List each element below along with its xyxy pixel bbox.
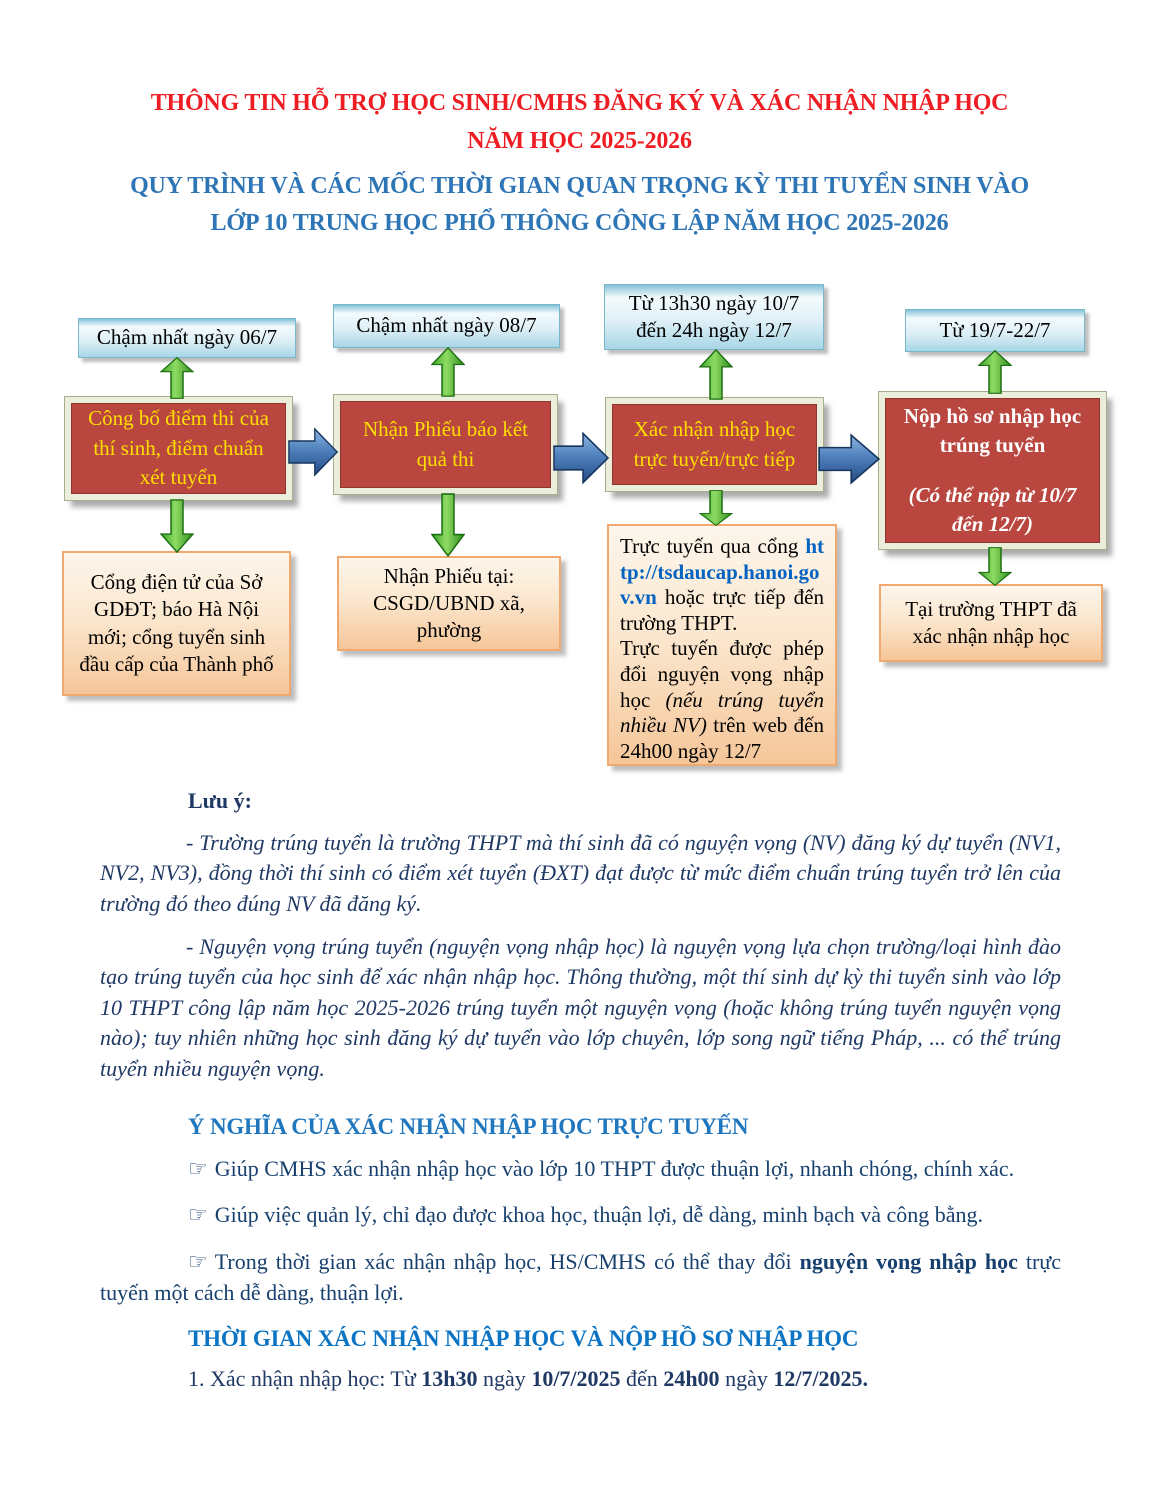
step-box-3 — [606, 398, 823, 491]
detail-box-4: Tại trường THPT đã xác nhận nhập học — [879, 584, 1103, 662]
page-title-line2: NĂM HỌC 2025-2026 — [467, 128, 692, 154]
notes-paragraph-1: - Trường trúng tuyển là trường THPT mà thí sinh đã có nguyện vọng (NV) đăng ký dự tuyển (NV1, NV2, NV3), đồng thời thí sinh có điểm xét tuyển (ĐXT) đạt được từ mức điểm chuẩn trúng tuyển trở lên của trường đó theo đúng NV đã đăng ký. — [100, 830, 1061, 916]
notes-heading: Lưu ý: — [188, 788, 252, 813]
arrow-right-icon-2 — [553, 428, 609, 488]
meaning-bullet-3-pre: Trong thời gian xác nhận nhập học, HS/CMHS có thể thay đổi — [214, 1248, 800, 1274]
meaning-bullet-3 — [100, 1247, 1061, 1309]
arrow-right-icon-3 — [818, 430, 880, 488]
header — [0, 84, 1159, 241]
detail-3-text-3: Trực tuyến được phép đổi nguyện vọng nhập học — [620, 636, 824, 712]
meaning-bullet-1-text: Giúp CMHS xác nhận nhập học vào lớp 10 THPT được thuận lợi, nhanh chóng, chính xác. — [214, 1155, 1015, 1181]
schedule-date-start: 10/7/2025 — [531, 1366, 621, 1392]
step-box-4-note: (Có thể nộp từ 10/7 đến 12/7) — [908, 482, 1077, 536]
arrow-up-icon-4 — [978, 350, 1012, 394]
schedule-time-end: 24h00 — [663, 1366, 720, 1392]
meaning-bullet-2-text: Giúp việc quản lý, chỉ đạo được khoa học, thuận lợi, dễ dàng, minh bạch và công bằng. — [214, 1202, 984, 1228]
step-box-2-label: Nhận Phiếu báo kết quả thi — [340, 401, 551, 488]
schedule-time-start: 13h30 — [421, 1366, 478, 1392]
step-box-1 — [65, 397, 292, 500]
arrow-up-icon-1 — [160, 357, 194, 399]
page-title-line1: THÔNG TIN HỖ TRỢ HỌC SINH/CMHS ĐĂNG KÝ VÀ XÁC NHẬN NHẬP HỌC — [150, 90, 1009, 116]
page-subtitle-line1: QUY TRÌNH VÀ CÁC MỐC THỜI GIAN QUAN TRỌNG KỲ THI TUYỂN SINH VÀO — [130, 173, 1029, 199]
pointing-hand-icon: ☞ — [188, 1156, 208, 1182]
date-box-1: Chậm nhất ngày 06/7 — [78, 318, 296, 358]
schedule-item-1-mid3: ngày — [719, 1366, 774, 1392]
arrow-right-icon-1 — [288, 424, 338, 480]
schedule-item-1-pre: 1. Xác nhận nhập học: Từ — [188, 1366, 422, 1392]
meaning-bullet-2 — [100, 1200, 1061, 1231]
notes-paragraph-2: - Nguyện vọng trúng tuyển (nguyện vọng nhập học) là nguyện vọng lựa chọn trường/loại hình đào tạo trúng tuyển của học sinh để xác nhận nhập học. Thông thường, một thí sinh dự kỳ thi tuyển sinh vào lớp 10 THPT công lập năm học 2025-2026 trúng tuyển một nguyện vọng (hoặc không trúng tuyển nguyện vọng nào); tuy nhiên những học sinh đăng ký dự tuyển vào lớp chuyên, lớp song ngữ tiếng Pháp, ... có thể trúng tuyển nhiều nguyện vọng. — [100, 934, 1061, 1081]
date-box-3: Từ 13h30 ngày 10/7 đến 24h ngày 12/7 — [604, 284, 824, 350]
detail-3-text-1: Trực tuyến qua cổng — [620, 534, 806, 558]
pointing-hand-icon: ☞ — [188, 1203, 208, 1229]
meaning-bullet-3-bold: nguyện vọng nhập học — [799, 1248, 1018, 1274]
step-box-2 — [334, 395, 557, 494]
schedule-section-heading: THỜI GIAN XÁC NHẬN NHẬP HỌC VÀ NỘP HỒ SƠ NHẬP HỌC — [188, 1326, 859, 1352]
meaning-bullet-1 — [100, 1154, 1061, 1185]
meaning-section-heading: Ý NGHĨA CỦA XÁC NHẬN NHẬP HỌC TRỰC TUYẾN — [188, 1113, 749, 1139]
detail-3-text-italic: (nếu trúng tuyển nhiều NV) — [620, 687, 824, 738]
arrow-up-icon-2 — [431, 347, 465, 397]
schedule-date-end: 12/7/2025. — [773, 1366, 869, 1392]
arrow-down-icon-3 — [699, 490, 733, 526]
step-box-4 — [879, 392, 1106, 549]
detail-box-2: Nhận Phiếu tại: CSGD/UBND xã, phường — [337, 556, 561, 651]
date-box-2: Chậm nhất ngày 08/7 — [333, 304, 560, 348]
body-text — [0, 784, 1159, 1401]
step-box-3-label: Xác nhận nhập học trực tuyến/trực tiếp — [612, 404, 817, 485]
pointing-hand-icon: ☞ — [188, 1249, 208, 1275]
detail-3-text-2: hoặc trực tiếp đến trường THPT. — [620, 585, 824, 635]
schedule-item-1-mid2: đến — [620, 1366, 664, 1392]
meaning-bullet-3-post: trực tuyến một cách dễ dàng, thuận lợi. — [100, 1248, 1061, 1305]
detail-box-3 — [607, 524, 837, 766]
page-subtitle-line2: LỚP 10 TRUNG HỌC PHỔ THÔNG CÔNG LẬP NĂM HỌC 2025-2026 — [210, 210, 949, 236]
arrow-down-icon-2 — [431, 493, 465, 557]
enrollment-portal-link[interactable]: http://tsdaucap.hanoi.gov.vn — [620, 534, 824, 610]
step-box-1-label: Công bố điểm thi của thí sinh, điểm chuẩn xét tuyển — [71, 403, 286, 494]
schedule-item-1-mid1: ngày — [477, 1366, 532, 1392]
arrow-down-icon-4 — [978, 547, 1012, 586]
schedule-item-1 — [100, 1364, 1061, 1395]
date-box-4: Từ 19/7-22/7 — [905, 309, 1085, 352]
detail-box-1: Cổng điện tử của Sở GDĐT; báo Hà Nội mới; cổng tuyển sinh đầu cấp của Thành phố — [62, 551, 291, 696]
arrow-down-icon-1 — [160, 499, 194, 553]
arrow-up-icon-3 — [699, 349, 733, 400]
step-box-4-label: Nộp hồ sơ nhập học trúng tuyển — [903, 403, 1082, 458]
detail-3-text-4: trên web đến 24h00 ngày 12/7 — [620, 713, 824, 763]
